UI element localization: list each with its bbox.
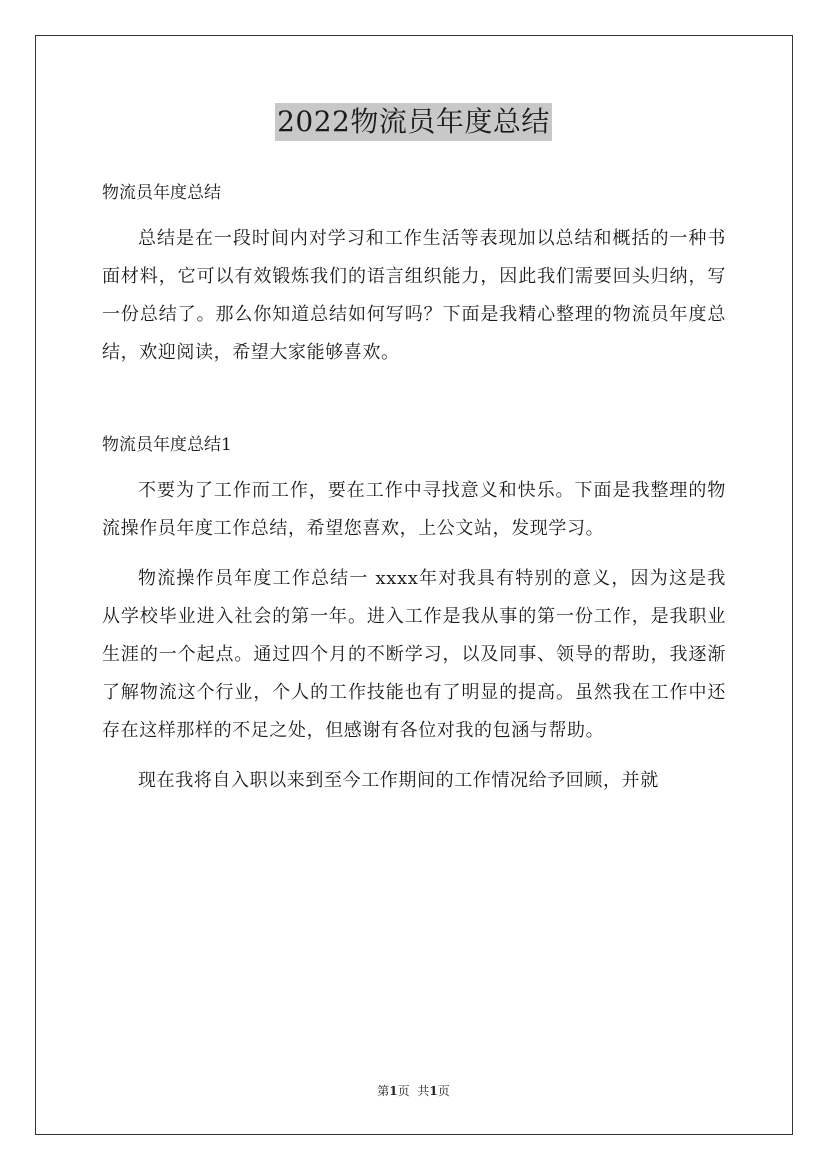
intro-heading: 物流员年度总结 [102,183,221,203]
footer-total-number: 1 [429,1084,438,1098]
document-body [102,176,726,800]
document-title: 2022物流员年度总结 [275,103,552,141]
footer-page-number: 1 [389,1084,398,1098]
page-footer [0,1083,827,1099]
footer-prefix: 第 [377,1084,390,1098]
footer-page-suffix: 页 [397,1084,410,1098]
title-container [0,103,827,141]
section1-paragraph-3: 现在我将自入职以来到至今工作期间的工作情况给予回顾，并就 [138,770,659,791]
footer-total-prefix: 共 [417,1084,430,1098]
section1-paragraph-1: 不要为了工作而工作，要在工作中寻找意义和快乐。下面是我整理的物流操作员年度工作总结，希望您喜欢，上公文站，发现学习。 [102,480,726,539]
intro-paragraph: 总结是在一段时间内对学习和工作生活等表现加以总结和概括的一种书面材料，它可以有效锻炼我们的语言组织能力，因此我们需要回头归纳，写一份总结了。那么你知道总结如何写吗？下面是我精心整理的物流员年度总结，欢迎阅读，希望大家能够喜欢。 [102,228,726,363]
footer-total-suffix: 页 [437,1084,450,1098]
section1-heading: 物流员年度总结1 [102,435,232,455]
section1-paragraph-2: 物流操作员年度工作总结一 xxxx年对我具有特别的意义，因为这是我从学校毕业进入社会的第一年。进入工作是我从事的第一份工作，是我职业生涯的一个起点。通过四个月的不断学习，以及同事、领导的帮助，我逐渐了解物流这个行业，个人的工作技能也有了明显的提高。虽然我在工作中还存在这样那样的不足之处，但感谢有各位对我的包涵与帮助。 [102,568,726,741]
